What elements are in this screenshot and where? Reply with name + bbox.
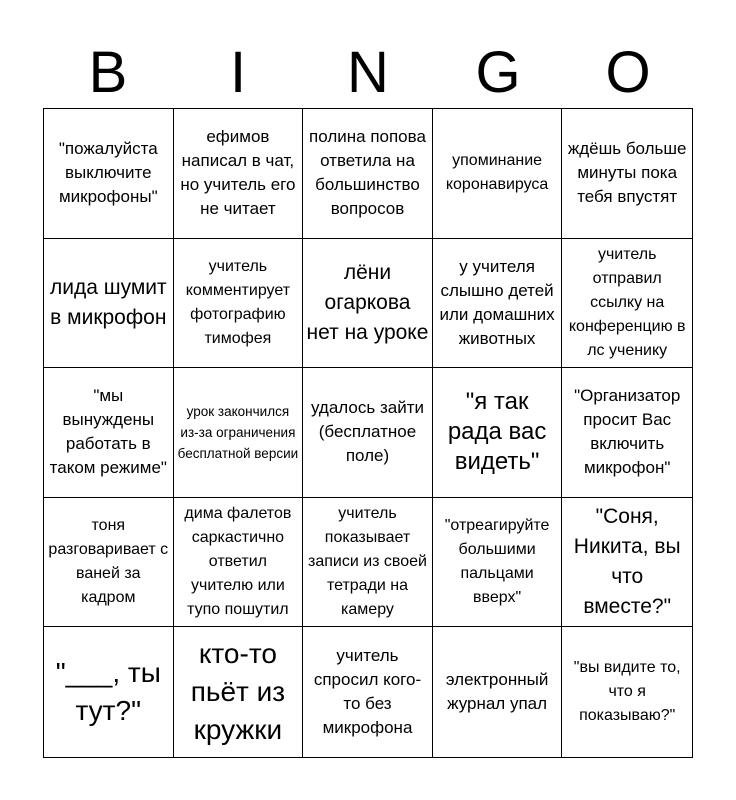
bingo-cell[interactable] xyxy=(562,239,692,369)
bingo-cell[interactable] xyxy=(562,368,692,498)
cell-text: "отреагируйте большими пальцами вверх" xyxy=(444,517,550,607)
bingo-cell[interactable] xyxy=(44,109,174,239)
header-letter-g: G xyxy=(475,40,521,105)
bingo-cell[interactable] xyxy=(433,627,563,757)
bingo-cell[interactable] xyxy=(174,627,304,757)
cell-text: учитель показывает записи из своей тетради на камеру xyxy=(307,505,427,619)
bingo-cell[interactable] xyxy=(303,368,433,498)
bingo-cell[interactable] xyxy=(44,368,174,498)
bingo-cell[interactable] xyxy=(433,109,563,239)
cell-text: "Организатор просит Вас включить микрофон" xyxy=(574,386,681,478)
bingo-cell[interactable] xyxy=(44,239,174,369)
cell-text: упоминание коронавируса xyxy=(445,152,549,194)
bingo-cell[interactable] xyxy=(303,627,433,757)
bingo-cell[interactable] xyxy=(174,368,304,498)
bingo-board xyxy=(43,108,693,758)
bingo-cell[interactable] xyxy=(44,627,174,757)
cell-text: "___, ты тут?" xyxy=(55,657,161,727)
bingo-cell[interactable] xyxy=(44,498,174,628)
cell-text: полина попова ответила на большинство вопросов xyxy=(309,127,426,219)
cell-text: учитель отправил ссылку на конференцию в лс ученику xyxy=(568,245,686,359)
bingo-header xyxy=(43,38,693,108)
cell-text: ефимов написал в чат, но учитель его не читает xyxy=(180,127,296,219)
bingo-cell[interactable] xyxy=(562,498,692,628)
cell-text: урок закончился из-за ограничения бесплатной версии xyxy=(177,403,299,461)
header-letter-b: B xyxy=(88,40,128,105)
bingo-cell[interactable] xyxy=(174,498,304,628)
bingo-cell[interactable] xyxy=(433,498,563,628)
bingo-cell[interactable] xyxy=(433,368,563,498)
bingo-cell[interactable] xyxy=(303,498,433,628)
cell-text: учитель комментирует фотографию тимофея xyxy=(185,257,291,347)
bingo-cell[interactable] xyxy=(174,239,304,369)
header-letter-i: I xyxy=(229,40,247,105)
cell-text: у учителя слышно детей или домашних животных xyxy=(439,256,555,348)
cell-text: лёни огаркова нет на уроке xyxy=(306,260,429,344)
cell-text: лида шумит в микрофон xyxy=(49,275,167,329)
cell-text: "вы видите то, что я показываю?" xyxy=(573,659,681,725)
cell-text: тоня разговаривает с ваней за кадром xyxy=(48,517,169,607)
cell-text: кто-то пьёт из кружки xyxy=(190,638,286,746)
bingo-cell[interactable] xyxy=(562,109,692,239)
bingo-cell[interactable] xyxy=(562,627,692,757)
bingo-cell[interactable] xyxy=(174,109,304,239)
cell-text: "пожалуйста выключите микрофоны" xyxy=(58,139,158,207)
bingo-cell[interactable] xyxy=(433,239,563,369)
cell-text: ждёшь больше минуты пока тебя впустят xyxy=(567,139,687,207)
cell-text: "мы вынуждены работать в таком режиме" xyxy=(49,386,167,478)
header-letter-n: N xyxy=(347,40,389,105)
cell-text: удалось зайти (бесплатное поле) xyxy=(311,398,424,466)
cell-text: электронный журнал упал xyxy=(445,670,549,714)
cell-text: дима фалетов саркастично ответил учителю или тупо пошутил xyxy=(184,505,292,619)
bingo-cell[interactable] xyxy=(303,109,433,239)
cell-text: учитель спросил кого-то без микрофона xyxy=(313,646,422,738)
cell-text: "я так рада вас видеть" xyxy=(447,388,547,476)
cell-text: "Соня, Никита, вы что вместе?" xyxy=(573,505,681,619)
bingo-cell[interactable] xyxy=(303,239,433,369)
header-letter-o: O xyxy=(605,40,651,105)
